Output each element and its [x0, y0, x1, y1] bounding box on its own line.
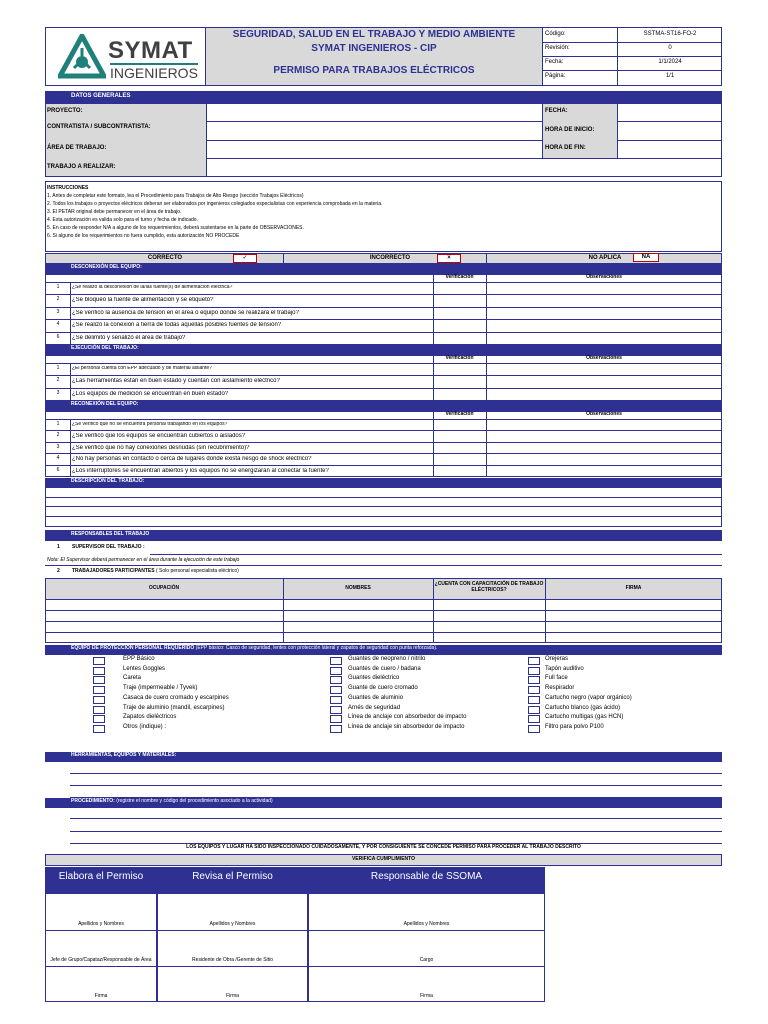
epp-checkbox[interactable] [528, 715, 540, 723]
section-procedimiento [45, 798, 722, 808]
epp-item: EPP Básico [123, 656, 155, 662]
observation-cell[interactable] [487, 283, 721, 295]
verification-cell[interactable] [434, 389, 486, 401]
meta-revision-value: 0 [668, 45, 672, 51]
label-hora-inicio: HORA DE INICIO: [545, 127, 595, 133]
epp-item: Traje de aluminio (mandil, escarpines) [123, 704, 225, 711]
supervisor-number: 1 [57, 544, 60, 550]
instruction-item: 3. El PETAR original debe permanecer en el área de trabajo. [47, 209, 182, 215]
item-number: 2 [56, 432, 60, 439]
item-question: ¿Las herramientas están en buen estado y cuentan con aislamiento eléctrico? [72, 378, 280, 385]
verification-cell[interactable] [434, 454, 486, 465]
col-observaciones: Observaciones [586, 355, 622, 361]
epp-checkbox[interactable] [528, 706, 540, 714]
observation-cell[interactable] [487, 376, 721, 388]
input-hora-fin[interactable] [618, 141, 721, 158]
observation-cell[interactable] [487, 308, 721, 320]
input-proyecto[interactable] [207, 104, 541, 121]
epp-item: Arnés de seguridad [348, 704, 401, 711]
col-observaciones: Observaciones [586, 411, 622, 417]
trabajadores-label [72, 569, 239, 575]
epp-checkbox[interactable] [528, 676, 540, 684]
item-question: ¿Se verificó que los equipos se encuentran cubiertos o aislados? [72, 433, 246, 440]
epp-checkbox[interactable] [528, 725, 540, 733]
section-descripcion: DESCRIPCIÓN DEL TRABAJO: [45, 478, 722, 487]
epp-checkbox[interactable] [330, 715, 342, 723]
epp-item: Línea de anclaje sin absorbedor de impacto [348, 723, 465, 730]
input-fecha[interactable] [618, 104, 721, 121]
herramientas-area[interactable] [70, 762, 722, 798]
firma-nombre-label: Apellidos y Nombres [78, 921, 124, 927]
label-area: ÁREA DE TRABAJO: [47, 145, 107, 151]
epp-checkbox[interactable] [93, 725, 105, 733]
section-datos-generales: DATOS GENERALES [45, 91, 722, 103]
epp-item: Careta [123, 675, 142, 682]
epp-item: Casaca de cuero cromado y escarpines [123, 694, 229, 701]
epp-item: Orejeras [545, 656, 569, 662]
epp-checkbox[interactable] [93, 676, 105, 684]
epp-item: Lentes Goggles [123, 665, 166, 672]
verification-cell[interactable] [434, 308, 486, 320]
epp-checkbox[interactable] [93, 657, 105, 665]
epp-item: Tapón auditivo [545, 665, 584, 672]
item-question: ¿Se realizó la desconexión de la/las fuente(s) de alimentación eléctrica? [72, 285, 233, 290]
item-number: 4 [56, 455, 60, 462]
item-number: 6 [56, 333, 60, 340]
logo-company-sub: INGENIEROS [110, 65, 198, 81]
legend-correcto-mark: ✓ [233, 254, 257, 263]
instruction-item: 1. Antes de completar este formato, lea el Procedimiento para Trabajos de Alto Riesgo (sección Trabajos Eléctricos) [47, 193, 304, 199]
header-title-2: SYMAT INGENIEROS - CIP [311, 43, 437, 54]
item-number: 4 [56, 321, 60, 328]
firma-cargo-label: Jefe de Grupo/Capataz/Responsable de Área [50, 957, 152, 963]
procedimiento-subtitle: (registre el nombre y código del procedimiento asociado a la actividad) [116, 798, 273, 804]
firma-header: Revisa el Permiso [157, 867, 308, 894]
firma-nombre-label: Apellidos y Nombres [209, 921, 256, 927]
trabajadores-number: 2 [57, 568, 60, 574]
firma-firma-label: Firma [94, 993, 108, 999]
firma-cargo-label: Cargo [419, 957, 434, 963]
verification-cell[interactable] [434, 431, 486, 442]
section-desconexion: DESCONEXIÓN DEL EQUIPO: [45, 264, 722, 274]
item-question: ¿Se bloqueó la fuente de alimentación y se etiquetó? [72, 297, 214, 304]
firma-firma-label: Firma [420, 993, 433, 999]
observation-cell[interactable] [487, 389, 721, 401]
verification-cell[interactable] [434, 320, 486, 332]
verifica-cumplimiento: VERIFICA CUMPLIMIENTO [45, 854, 722, 866]
instruction-item: 2. Todos los trabajos o proyectos eléctricos deberan ser elaborados por ingenieros colegiados especialistas con experiencia comprobada en la materia. [47, 201, 383, 207]
epp-item: Cartucho multigas (gas HCN) [545, 714, 624, 721]
observation-cell[interactable] [487, 454, 721, 465]
epp-item: Guante de cuero cromado [348, 685, 418, 692]
epp-item: Guantes de aluminio [348, 694, 404, 701]
firma-header: Elabora el Permiso [45, 867, 157, 894]
section-epp [45, 645, 722, 655]
input-trabajo[interactable] [207, 159, 721, 176]
observation-cell[interactable] [487, 295, 721, 307]
firma-firma-label: Firma [226, 993, 239, 999]
col-verificacion: Verificación [445, 274, 474, 280]
observation-cell[interactable] [487, 333, 721, 345]
legend-incorrecto-mark: × [437, 254, 461, 263]
epp-checkbox[interactable] [330, 667, 342, 675]
epp-checkbox[interactable] [93, 706, 105, 714]
input-hora-inicio[interactable] [618, 122, 721, 140]
legend-correcto: CORRECTO [147, 255, 183, 261]
verification-cell[interactable] [434, 376, 486, 388]
verification-cell[interactable] [434, 420, 486, 431]
item-question: ¿No hay personas en contacto o cerca de lugares donde exista riesgo de shock eléctrico? [72, 456, 312, 463]
meta-pagina-label: Página: [545, 73, 566, 79]
item-question: ¿Los interruptores se encuentran abiertos y los equipos no se energizarán al conectar la fuente? [72, 467, 329, 474]
label-fecha: FECHA: [545, 108, 568, 114]
epp-checkbox[interactable] [330, 696, 342, 704]
meta-codigo-label: Código: [545, 31, 566, 37]
verification-cell[interactable] [434, 443, 486, 454]
logo [58, 33, 198, 81]
section-herramientas: HERRAMIENTAS, EQUIPOS Y MATERIALES: [45, 752, 722, 762]
procedimiento-title: PROCEDIMIENTO: [71, 798, 115, 804]
observation-cell[interactable] [487, 320, 721, 332]
epp-item: Full face [545, 675, 568, 682]
symat-logo-icon [58, 34, 106, 80]
input-area[interactable] [207, 141, 541, 158]
epp-checkbox[interactable] [330, 657, 342, 665]
epp-item: Otros (indique) : [123, 723, 167, 730]
col-verificacion: Verificación [445, 411, 474, 417]
observation-cell[interactable] [487, 443, 721, 454]
epp-checkbox[interactable] [528, 696, 540, 704]
verification-cell[interactable] [434, 283, 486, 295]
supervisor-label: SUPERVISOR DEL TRABAJO : [72, 544, 145, 550]
item-number: 6 [56, 466, 60, 473]
item-question: ¿El personal cuenta con EPP adecuado y de material aislante? [72, 366, 212, 371]
item-question: ¿Se verificó la ausencia de tensión en el área o equipo donde se realizará el trabajo? [72, 309, 299, 316]
epp-item: Respirador [545, 685, 575, 692]
firma-block[interactable] [45, 894, 157, 1002]
logo-company: SYMAT [108, 37, 193, 64]
item-number: 3 [56, 308, 60, 315]
legend-noaplica: NO APLICA [588, 255, 622, 261]
epp-item: Filtro para polvo P100 [545, 723, 604, 730]
meta-pagina-value: 1/1 [665, 73, 675, 79]
firma-header: Responsable de SSOMA [308, 867, 545, 894]
meta-fecha-value: 1/1/2024 [658, 59, 682, 65]
label-hora-fin: HORA DE FIN: [545, 145, 586, 151]
col-nombres: NOMBRES [345, 585, 371, 591]
epp-title: EQUIPO DE PROTECCIÓN PERSONAL REQUERIDO [71, 645, 195, 651]
declaracion-text: LOS EQUIPOS Y LUGAR HA SIDO INSPECCIONADO CUIDADOSAMENTE, Y POR CONSIGUIENTE SE CONCEDE PERMISO PARA PROCEDER AL TRABAJO DESCRITO [186, 844, 581, 850]
observation-cell[interactable] [487, 420, 721, 431]
meta-codigo-value: SSTMA-ST16-FO-2 [643, 31, 697, 37]
epp-item: Guantes dieléctrico [348, 675, 400, 682]
legend-noaplica-mark: NA [633, 253, 659, 262]
header-title-3: PERMISO PARA TRABAJOS ELÉCTRICOS [273, 65, 475, 76]
col-verificacion: Verificación [445, 355, 474, 361]
epp-checkbox[interactable] [93, 667, 105, 675]
section-ejecucion: EJECUCIÓN DEL TRABAJO: [45, 345, 722, 355]
verification-cell[interactable] [434, 295, 486, 307]
epp-checkbox[interactable] [330, 686, 342, 694]
firma-cargo-label: Residente de Obra /Gerente de Sitio [192, 957, 273, 963]
verification-cell[interactable] [434, 466, 486, 477]
label-contratista: CONTRATISTA / SUBCONTRATISTA: [47, 124, 151, 130]
section-reconexion: RECONEXIÓN DEL EQUIPO: [45, 401, 722, 411]
verification-cell[interactable] [434, 364, 486, 376]
trabajadores-title: TRABAJADORES PARTICIPANTES [72, 568, 155, 574]
observation-cell[interactable] [487, 364, 721, 376]
epp-item: Guantes de neopreno / nitrilo [348, 656, 426, 662]
descripcion-area[interactable] [45, 487, 722, 527]
instruction-item: 5. En caso de responder N/A a alguno de los requerimientos, deberá sustentarse en la parte de OBSERVACIONES. [47, 225, 304, 231]
supervisor-note: Nota: El Supervisor deberá permanecer en el área durante la ejecución de este trabajo [47, 557, 240, 563]
item-number: 1 [56, 421, 60, 427]
observation-cell[interactable] [487, 466, 721, 477]
epp-checkbox[interactable] [528, 686, 540, 694]
item-question: ¿Se verificó que no hay conexiones desnudas (sin recubrimiento)? [72, 444, 250, 451]
input-contratista[interactable] [207, 122, 541, 140]
firma-block[interactable] [308, 894, 545, 1002]
meta-revision-label: Revisión: [545, 45, 570, 51]
legend-incorrecto: INCORRECTO [369, 255, 411, 261]
firma-nombre-label: Apellidos y Nombres [403, 921, 450, 927]
epp-checkbox[interactable] [93, 715, 105, 723]
epp-checkbox[interactable] [93, 686, 105, 694]
epp-item: Cartucho blanco (gas ácido) [545, 704, 621, 711]
item-number: 2 [56, 296, 60, 303]
epp-item: Línea de anclaje con absorbedor de impacto [348, 714, 467, 721]
epp-item: Cartucho negro (vapor orgánico) [545, 694, 632, 701]
meta-fecha-label: Fecha: [545, 59, 564, 65]
verification-cell[interactable] [434, 333, 486, 345]
observation-cell[interactable] [487, 431, 721, 442]
label-proyecto: PROYECTO: [47, 108, 83, 114]
item-question: ¿Se realizó la conexión a tierra de todas aquellas posibles fuentes de tensión? [72, 322, 282, 329]
header-title-1: SEGURIDAD, SALUD EN EL TRABAJO Y MEDIO AMBIENTE [232, 29, 516, 40]
epp-checkbox[interactable] [330, 725, 342, 733]
item-number: 1 [56, 284, 60, 290]
epp-item: Traje (impermeable / Tyvek) [123, 685, 198, 692]
item-question: ¿Se delimitó y señalizó el área de trabajo? [72, 334, 186, 341]
col-firma: FIRMA [625, 585, 642, 591]
epp-checkbox[interactable] [330, 706, 342, 714]
instructions-title: INSTRUCCIONES [47, 185, 89, 191]
col-capacitacion: ¿CUENTA CON CAPACITACIÓN DE TRABAJO ELÉCTRICOS? [434, 581, 544, 593]
item-number: 1 [56, 365, 60, 371]
item-number: 2 [56, 377, 60, 384]
section-responsables: RESPONSABLES DEL TRABAJO [45, 530, 722, 541]
instruction-item: 6. Si alguno de los requerimientos no fuera cumplido, esta autorización NO PROCEDE [47, 233, 240, 239]
firma-block[interactable] [157, 894, 308, 1002]
epp-checkbox[interactable] [528, 657, 540, 665]
procedimiento-area[interactable] [70, 808, 722, 844]
epp-subtitle: (EPP básico: Casco de seguridad, lentes con protección lateral y zapatos de seguridad con punta reforzada). [195, 645, 438, 651]
col-ocupacion: OCUPACIÓN [148, 585, 180, 591]
epp-checkbox[interactable] [93, 696, 105, 704]
epp-item: Zapatos dieléctricos [123, 714, 177, 721]
epp-checkbox[interactable] [528, 667, 540, 675]
item-number: 3 [56, 389, 60, 396]
epp-checkbox[interactable] [330, 676, 342, 684]
label-trabajo: TRABAJO A REALIZAR: [47, 164, 116, 170]
instruction-item: 4. Esta autorización es valida solo para el turno y fecha de indicado. [47, 217, 198, 223]
item-question: ¿Se verificó que no se encuentra personal trabajando en los equipos? [72, 422, 228, 427]
item-number: 3 [56, 443, 60, 450]
col-observaciones: Observaciones [586, 274, 622, 280]
epp-item: Guantes de cuero / badana [348, 665, 421, 672]
trabajadores-sub: ( Solo personal especialista eléctrico) [156, 568, 239, 574]
item-question: ¿Los equipos de medición se encuentran en buen estado? [72, 390, 229, 397]
